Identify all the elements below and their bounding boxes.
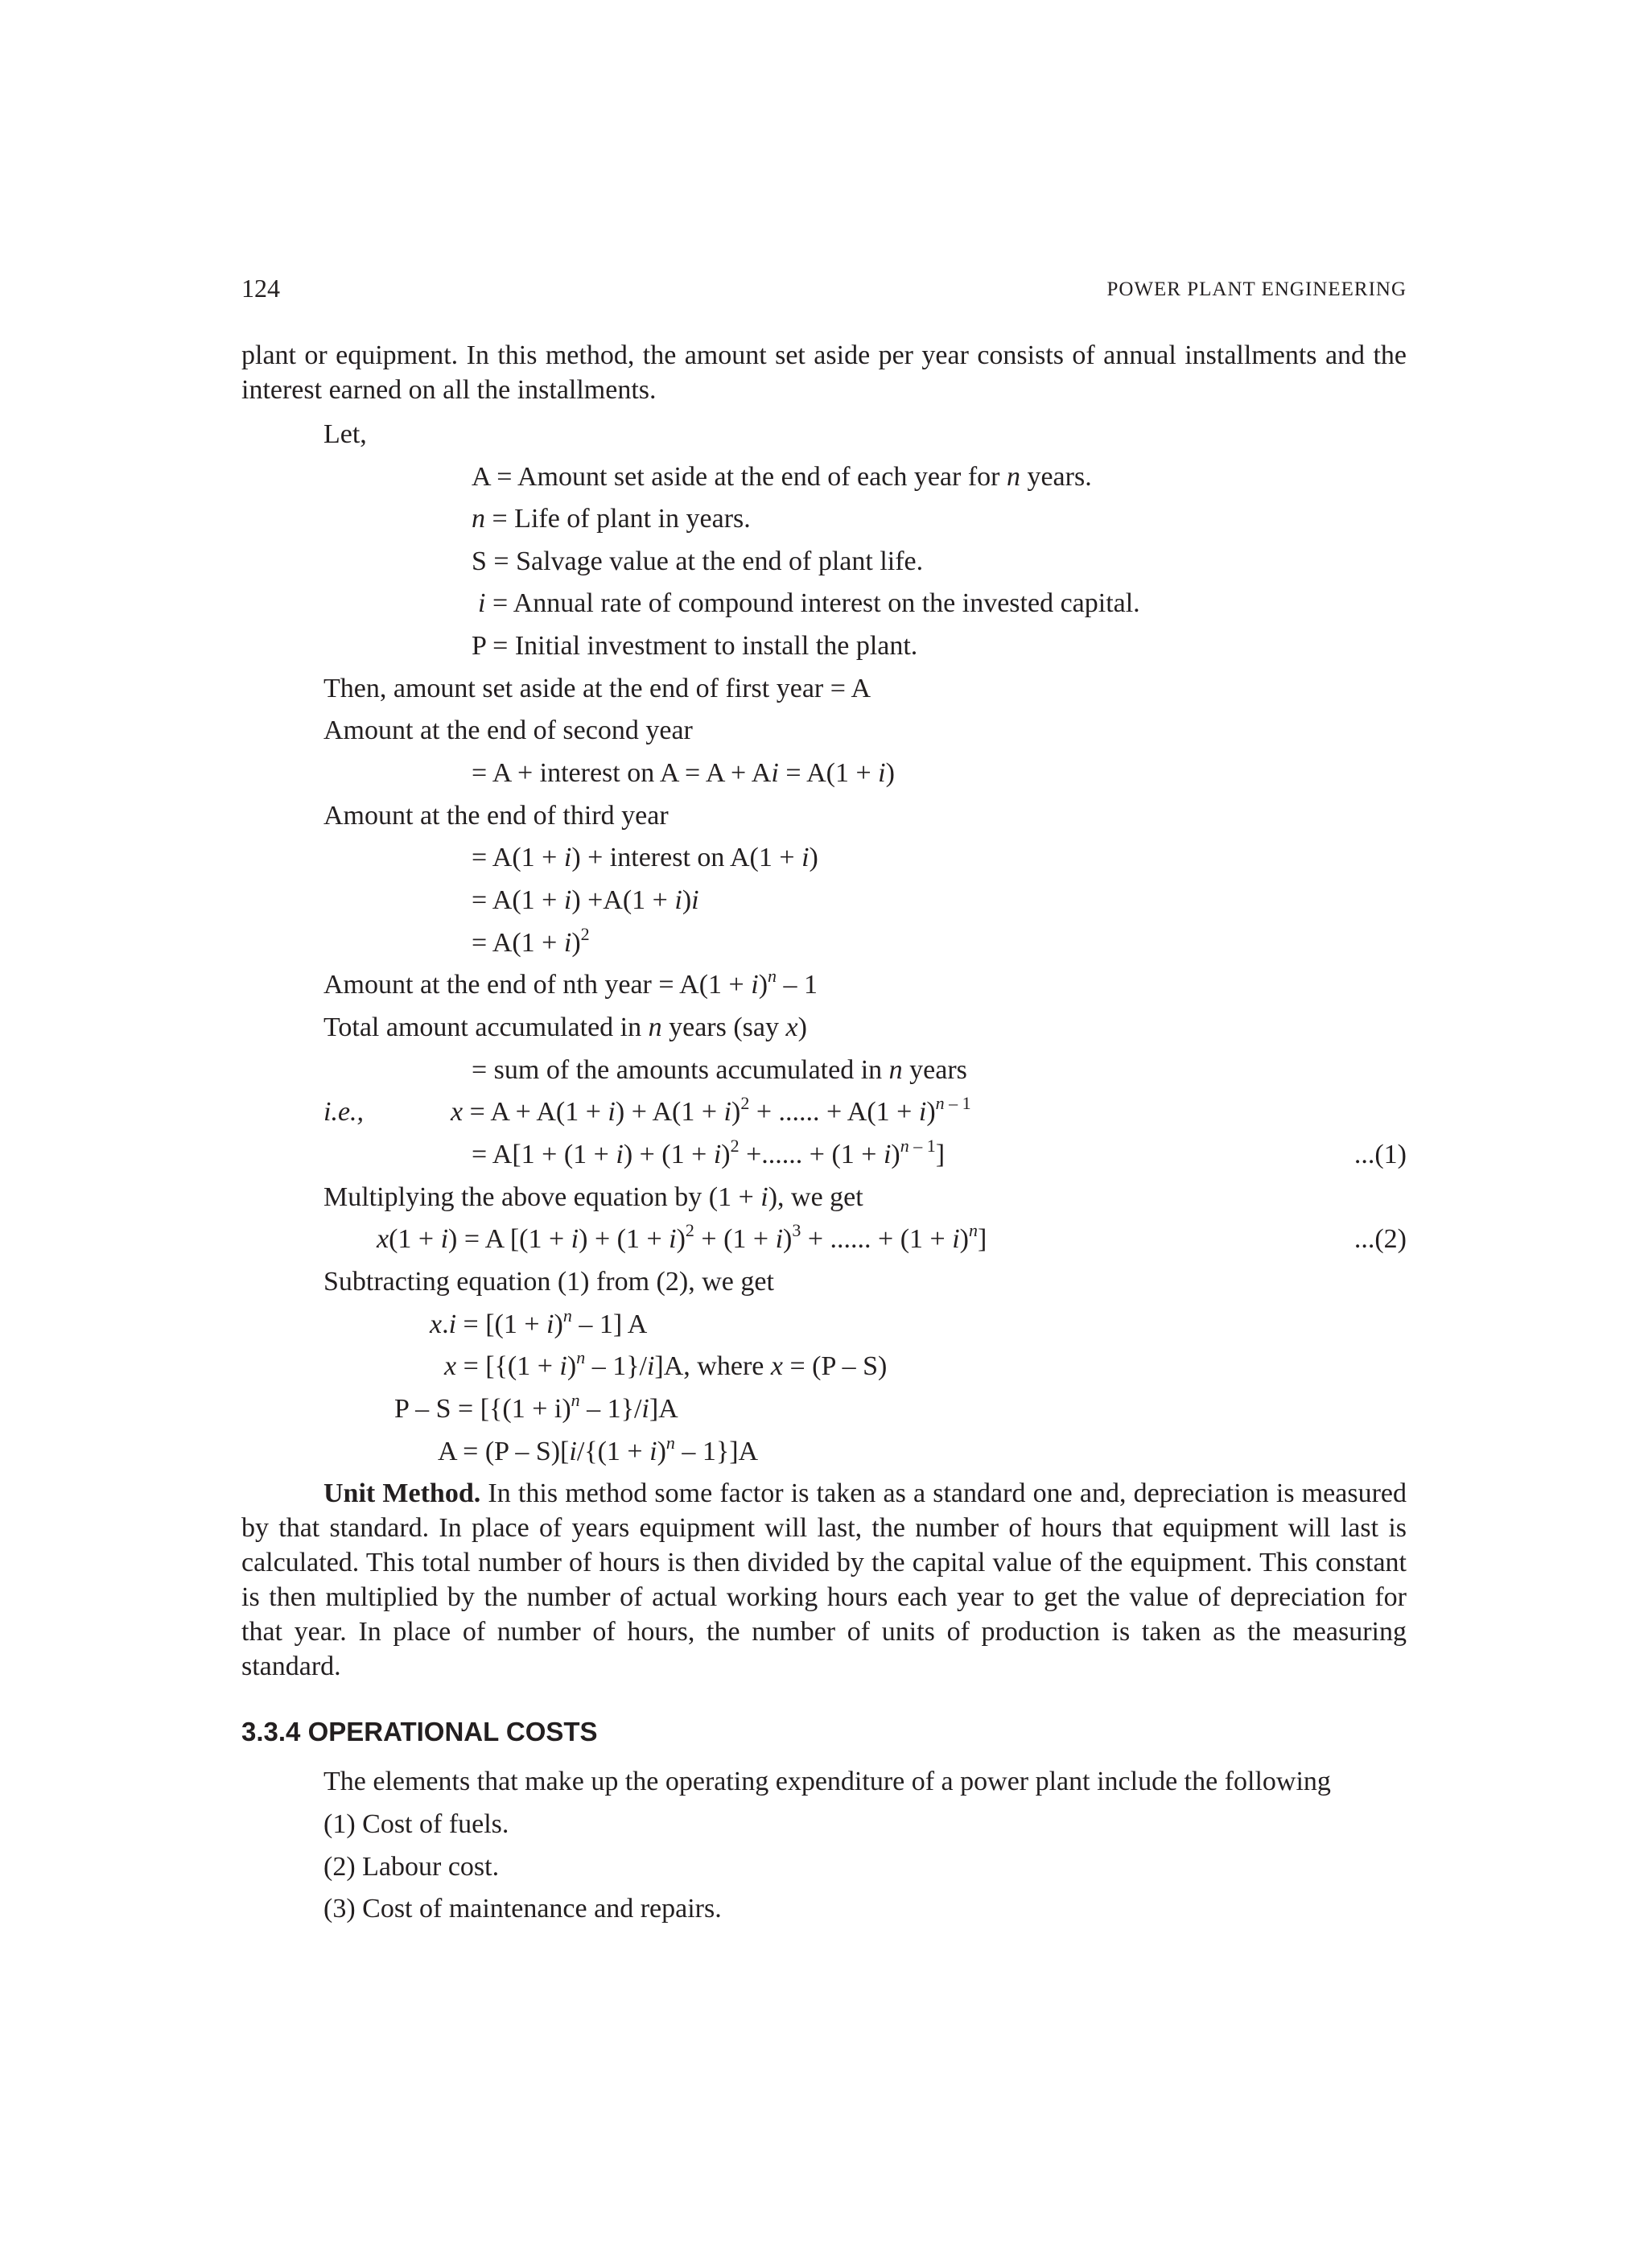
definition-p-text: = Initial investment to install the plant. [485, 631, 918, 661]
total-label: Total amount accumulated in n years (say x) [323, 1012, 807, 1042]
xi-equation: $x.i = [(1 + i)^n - 1]$ A [430, 1305, 648, 1339]
definition-s-text: = Salvage value at the end of plant life. [486, 546, 924, 576]
multiply-text: Multiplying the above equation by (1 + [323, 1182, 761, 1212]
total-label-a: Total amount accumulated in [323, 1012, 649, 1042]
equation-2: x(1 + i) = A [$(1 + i) + (1 + i)^2 + (1 + i)^3$ + ...... + $(1 + i)^n$] [377, 1220, 987, 1254]
list-item-labour: (2) Labour cost. [323, 1852, 500, 1882]
subtract-line: Subtracting equation (1) from (2), we get [323, 1267, 774, 1297]
section-heading: 3.3.4 OPERATIONAL COSTS [241, 1717, 598, 1746]
definition-i [478, 586, 1140, 621]
nth-year-line: Amount at the end of nth year = $A(1 + i)^n - 1$ [323, 966, 818, 1000]
second-year-equation: = A + interest on A = A + Ai = A(1 + i) [472, 758, 895, 788]
third-year-equation-3: = $A(1 + i)^2$ [472, 924, 590, 958]
multiply-line: Multiplying the above equation by (1 + i), we get [323, 1182, 863, 1212]
definition-a [472, 460, 1092, 494]
series-equation: $x = A + A(1 + i) + A(1 + i)^2$ + ...... + $A(1 + i)^{n - 1}$ [451, 1093, 971, 1127]
page-number: 124 [241, 274, 280, 303]
symbol-s: S [472, 546, 487, 576]
variable-n: n [1006, 462, 1020, 492]
equation-1-label: ...(1) [1353, 1140, 1407, 1169]
first-year-line: Then, amount set aside at the end of first year = A [323, 674, 871, 703]
ps-equation: $P - S = [\{(1 + i)^n - 1\}/i]A$ [394, 1390, 678, 1424]
sum-text: = sum of the amounts accumulated in [472, 1055, 889, 1085]
section-intro: The elements that make up the operating expenditure of a power plant include the following [323, 1767, 1331, 1796]
third-year-equation-2: = A(1 + i) +A(1 + i)i [472, 885, 699, 915]
equation-1: = $A[1 + (1 + i) + (1 + i)^2$ +...... + $(1 + i)^{n - 1}$] [472, 1136, 946, 1169]
let-label: Let, [323, 419, 367, 449]
unit-method-text: In this method some factor is taken as a standard one and, depreciation is measured by that standard. In place of years equipment will last, the number of hours that equipment will last is calculated. This total number of hours is then divided by the capital value of the equipment. This constant is then multiplied by the number of actual working hours each year to get the value of depreciation for that year. In place of number of hours, the number of units of production is taken as the measuring standard. [241, 1478, 1407, 1681]
ie-label [323, 1095, 364, 1129]
x-equation: $x = [\{(1 + i)^n - 1\}/i]A$, where x = (P – S) [444, 1347, 888, 1381]
definition-a-tail: years. [1020, 462, 1092, 492]
running-head: POWER PLANT ENGINEERING [1106, 278, 1407, 300]
unit-method-paragraph [241, 1476, 1407, 1684]
definition-p [472, 629, 917, 663]
sum-tail: years [902, 1055, 967, 1085]
symbol-p: P [472, 631, 486, 661]
equation-2-label: ...(2) [1353, 1224, 1407, 1254]
list-item-fuel: (1) Cost of fuels. [323, 1809, 509, 1839]
symbol-n: n [472, 504, 485, 534]
list-item-maintenance: (3) Cost of maintenance and repairs. [323, 1894, 722, 1924]
nth-year-text: Amount at the end of nth year = A(1 + [323, 970, 752, 1000]
a-equation: $A = (P - S)[i/\{(1 + i)^n - 1\}]A$ [438, 1433, 759, 1466]
ie-text: i.e., [323, 1097, 365, 1127]
total-label-c: ) [797, 1012, 807, 1042]
sum-line: = sum of the amounts accumulated in n years [472, 1055, 967, 1085]
definition-n-text: = Life of plant in years. [485, 504, 751, 534]
multiply-tail: ), we get [768, 1182, 863, 1212]
third-year-label: Amount at the end of third year [323, 801, 669, 831]
definition-a-text: = Amount set aside at the end of each year for [489, 462, 1007, 492]
definition-n [472, 501, 751, 536]
second-year-label: Amount at the end of second year [323, 715, 693, 745]
intro-paragraph: plant or equipment. In this method, the amount set aside per year consists of annual installments and the interest earned on all the installments. [241, 340, 1407, 405]
unit-method-title: Unit Method. [323, 1478, 481, 1508]
symbol-a: A [472, 462, 490, 492]
symbol-i: i [478, 588, 486, 618]
definition-i-text: = Annual rate of compound interest on the invested capital. [485, 588, 1140, 618]
definition-s [472, 544, 923, 579]
total-label-b: years (say [661, 1012, 786, 1042]
third-year-equation-1: = A(1 + i) + interest on A(1 + i) [472, 843, 818, 872]
